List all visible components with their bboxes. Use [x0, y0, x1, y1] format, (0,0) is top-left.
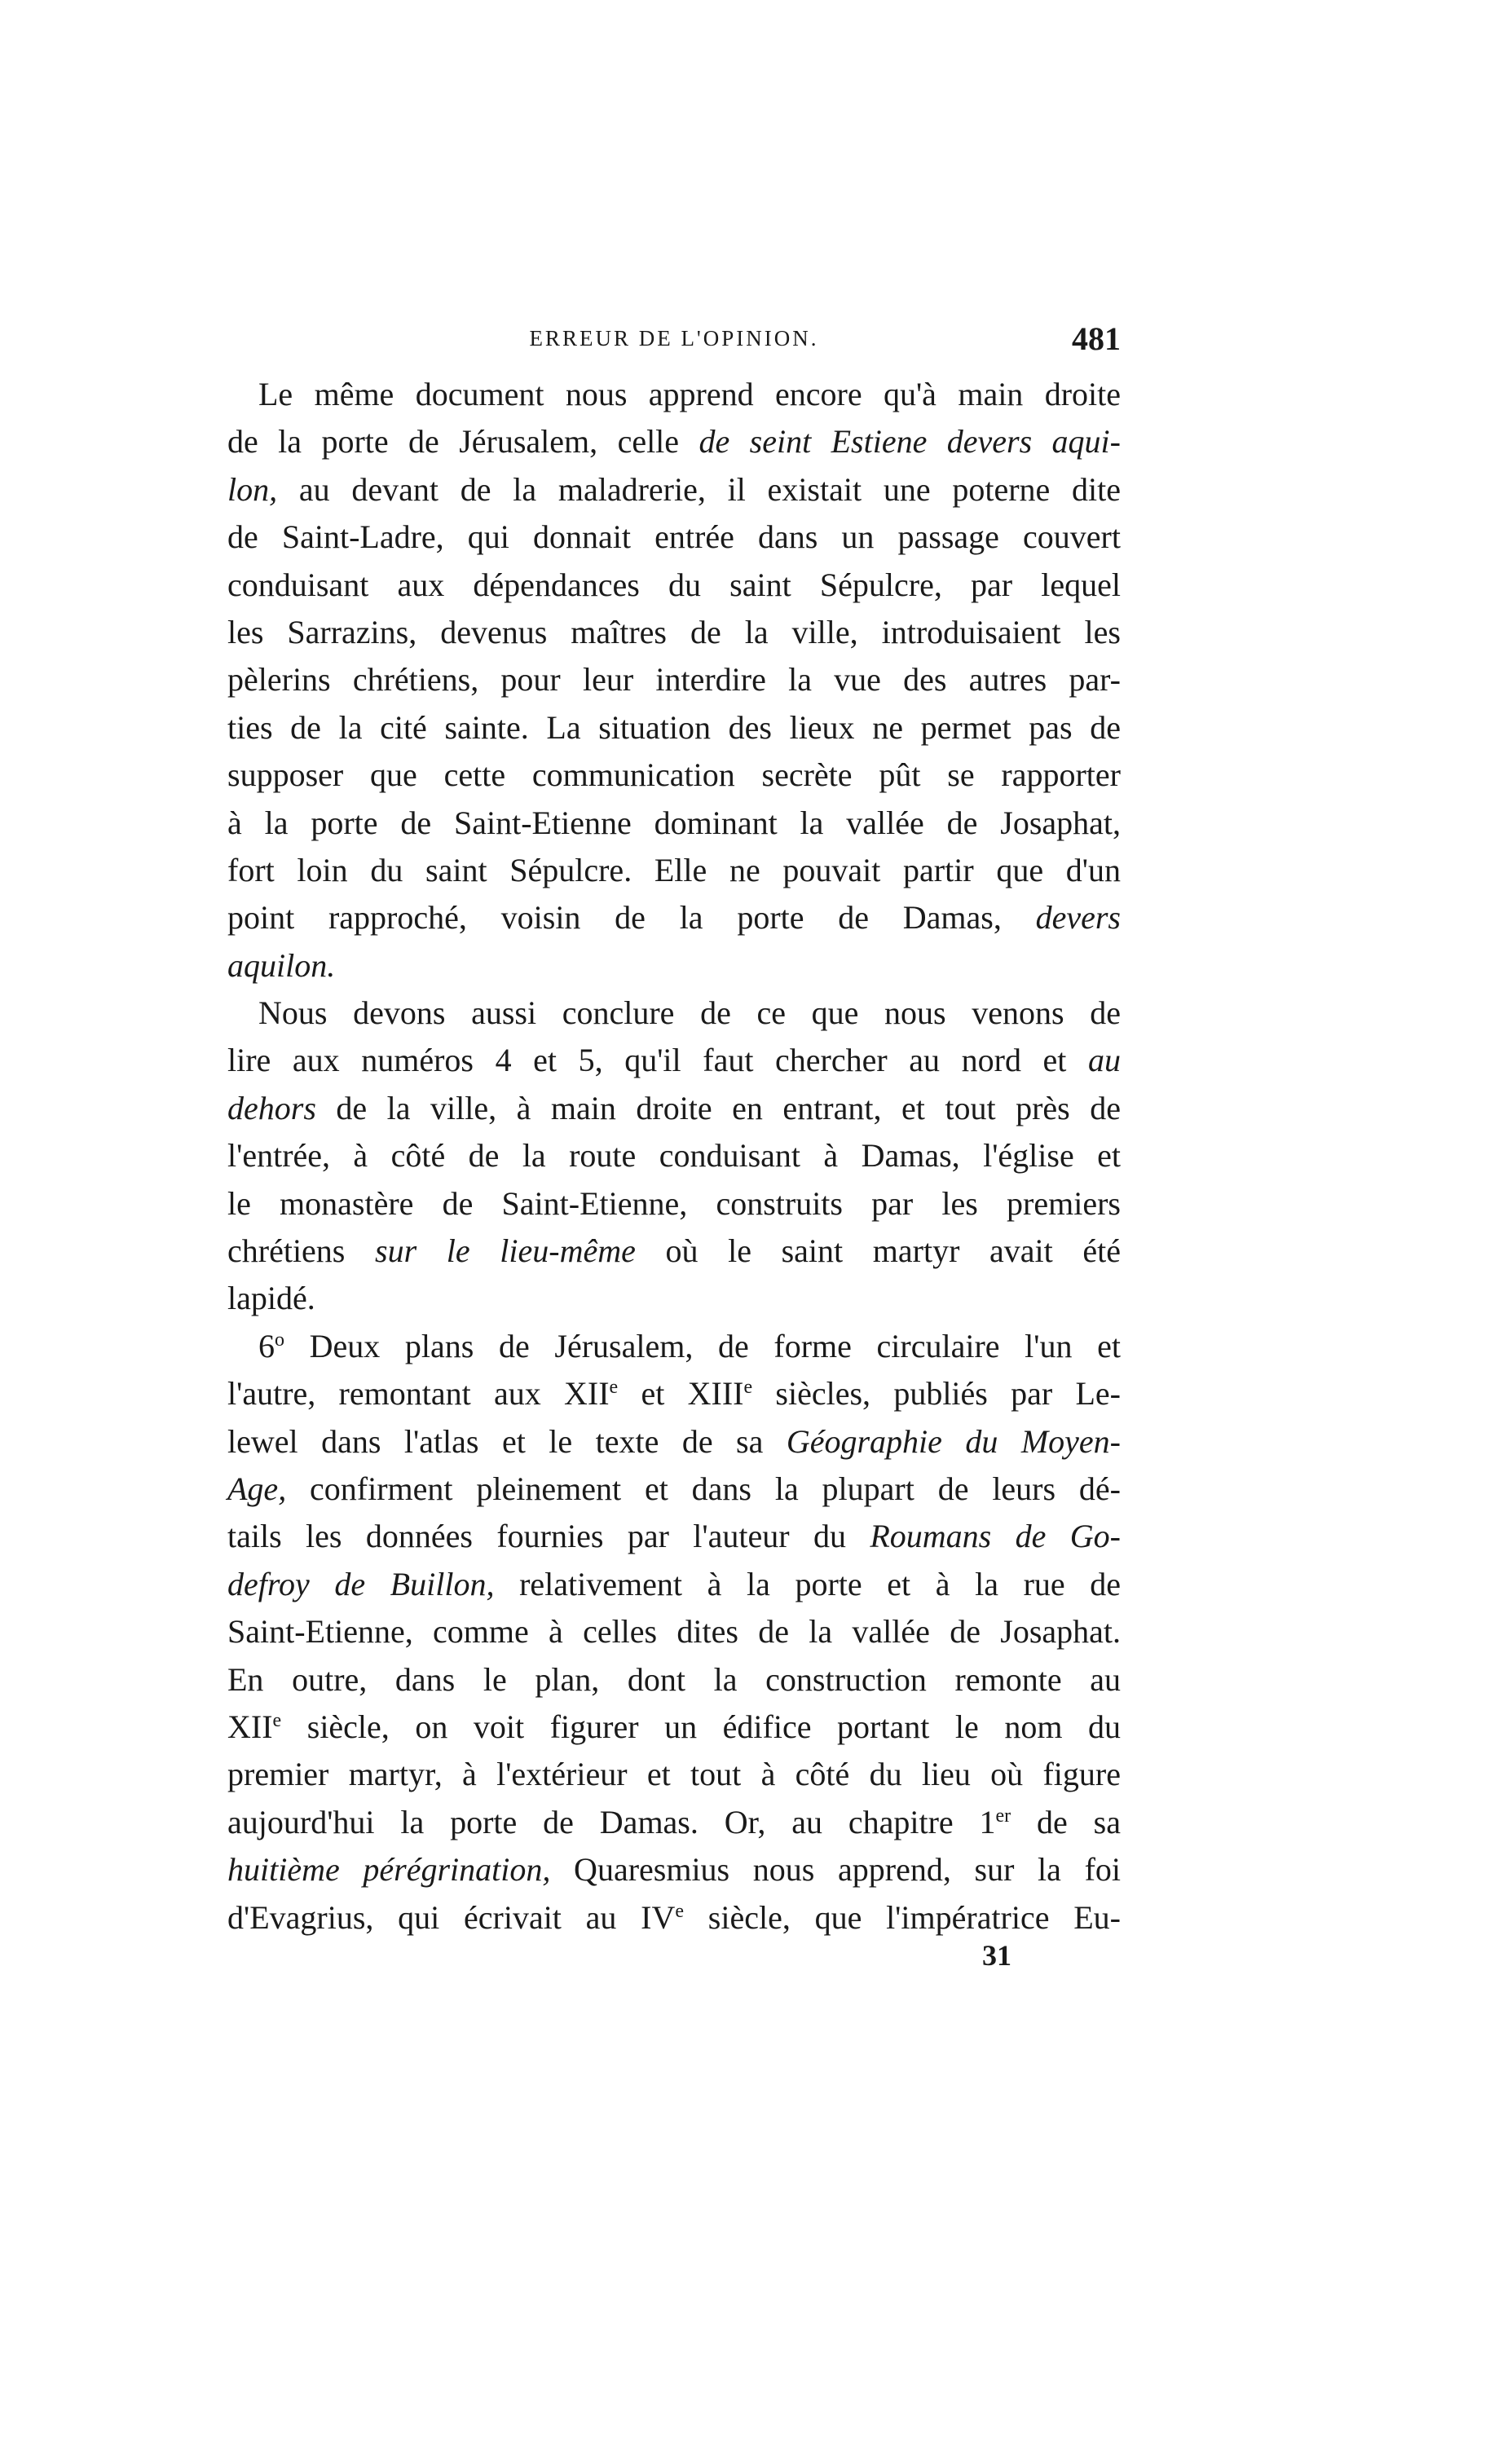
text-segment: lire aux numéros 4 et 5, qu'il faut chercher au nord et — [227, 1042, 1088, 1079]
italic-text: devers — [1035, 899, 1121, 937]
italic-text: defroy de Buillon, — [227, 1565, 495, 1602]
text-segment: supposer que cette communication secrète pût se rapporter — [227, 756, 1121, 794]
text-line — [227, 1323, 1121, 1370]
text-line — [227, 514, 1121, 561]
text-segment: ties de la cité sainte. La situation des lieux ne permet pas de — [227, 708, 1121, 746]
italic-text: Roumans de Go- — [870, 1518, 1121, 1555]
text-line — [227, 1418, 1121, 1466]
italic-text: au — [1088, 1042, 1121, 1079]
italic-text: sur le lieu-même — [375, 1232, 636, 1270]
text-line — [227, 894, 1121, 941]
italic-text: Géographie du Moyen- — [786, 1422, 1121, 1460]
text-segment: point rapproché, voisin de la porte de Damas, — [227, 899, 1036, 937]
text-segment: au devant de la maladrerie, il existait une poterne dite — [277, 470, 1121, 508]
text-segment: et XIII — [618, 1375, 744, 1413]
text-segment: tails les données fournies par l'auteur du — [227, 1518, 870, 1555]
text-segment: Nous devons aussi conclure de ce que nous venons de — [258, 994, 1121, 1032]
body-text — [227, 371, 1121, 1942]
text-line — [227, 1513, 1121, 1560]
text-line — [227, 371, 1121, 418]
text-line — [227, 1846, 1121, 1893]
italic-text: huitième pérégrination, — [227, 1851, 551, 1889]
text-segment: XII — [227, 1708, 273, 1745]
text-segment: chrétiens — [227, 1232, 376, 1270]
text-segment: les Sarrazins, devenus maîtres de la ville, introduisaient les — [227, 613, 1121, 650]
superscript: e — [272, 1709, 282, 1731]
text-segment: à la porte de Saint-Etienne dominant la vallée de Josaphat, — [227, 804, 1121, 841]
text-segment: Quaresmius nous apprend, sur la foi — [550, 1851, 1122, 1889]
text-line — [227, 1894, 1121, 1942]
italic-text: Age, — [227, 1470, 287, 1507]
signature-mark: 31 — [982, 1939, 1011, 1972]
text-segment: lewel dans l'atlas et le texte de sa — [227, 1422, 787, 1460]
text-segment: l'entrée, à côté de la route conduisant à Damas, l'église et — [227, 1137, 1121, 1175]
text-line — [227, 1180, 1121, 1228]
text-segment: où le saint martyr avait été — [635, 1232, 1122, 1270]
text-segment: siècle, on voit figurer un édifice portant le nom du — [281, 1708, 1121, 1745]
text-line — [227, 609, 1121, 656]
text-segment: Le même document nous apprend encore qu'à main droite — [258, 376, 1121, 412]
text-line — [227, 1370, 1121, 1417]
text-line — [227, 1751, 1121, 1798]
text-segment: Deux plans de Jérusalem, de forme circulaire l'un et — [284, 1327, 1121, 1364]
text-segment: fort loin du saint Sépulcre. Elle ne pouvait partir que d'un — [227, 851, 1121, 888]
text-segment: l'autre, remontant aux XII — [227, 1375, 610, 1413]
text-line — [227, 466, 1121, 514]
text-line — [227, 1132, 1121, 1179]
superscript: o — [275, 1329, 284, 1351]
text-segment: En outre, dans le plan, dont la construction remonte au — [227, 1660, 1121, 1698]
text-segment: de la porte de Jérusalem, celle — [227, 423, 699, 461]
text-line — [227, 1799, 1121, 1846]
text-line — [227, 1275, 1121, 1322]
superscript: er — [995, 1805, 1011, 1827]
text-line — [227, 800, 1121, 847]
text-line — [227, 1704, 1121, 1751]
text-line — [227, 1561, 1121, 1608]
text-segment: relativement à la porte et à la rue de — [494, 1565, 1122, 1602]
italic-text: lon, — [227, 470, 278, 508]
text-line — [227, 1608, 1121, 1655]
text-segment: lapidé. — [227, 1280, 315, 1317]
text-line — [227, 942, 1121, 990]
text-segment: siècle, que l'impératrice Eu- — [684, 1898, 1121, 1936]
text-segment: premier martyr, à l'extérieur et tout à côté du lieu où figure — [227, 1756, 1121, 1793]
text-line — [227, 562, 1121, 609]
text-segment: aujourd'hui la porte de Damas. Or, au chapitre 1 — [227, 1803, 996, 1840]
page-header — [227, 320, 1121, 355]
text-line — [227, 847, 1121, 894]
text-line — [227, 990, 1121, 1037]
italic-text: dehors — [227, 1089, 316, 1126]
text-line — [227, 1037, 1121, 1084]
text-line — [227, 1228, 1121, 1275]
superscript: e — [609, 1377, 619, 1399]
text-segment: conduisant aux dépendances du saint Sépulcre, par lequel — [227, 566, 1121, 603]
text-line — [227, 1466, 1121, 1513]
italic-text: aquilon. — [227, 946, 336, 984]
text-segment: 6 — [258, 1327, 275, 1364]
text-line — [227, 418, 1121, 465]
text-line — [227, 704, 1121, 752]
text-line — [227, 1085, 1121, 1132]
text-segment: le monastère de Saint-Etienne, construits par les premiers — [227, 1184, 1121, 1222]
superscript: e — [675, 1900, 685, 1922]
superscript: e — [743, 1377, 753, 1399]
text-line — [227, 1656, 1121, 1704]
paragraph — [227, 1323, 1121, 1942]
text-segment: d'Evagrius, qui écrivait au IV — [227, 1898, 676, 1936]
text-segment: Saint-Etienne, comme à celles dites de la vallée de Josaphat. — [227, 1613, 1121, 1651]
text-segment: de la ville, à main droite en entrant, et tout près de — [315, 1089, 1121, 1126]
text-line — [227, 752, 1121, 799]
text-segment: de sa — [1011, 1803, 1122, 1840]
page-number: 481 — [1072, 320, 1121, 357]
text-segment: siècles, publiés par Le- — [752, 1375, 1122, 1413]
text-segment: de Saint-Ladre, qui donnait entrée dans un passage couvert — [227, 518, 1121, 556]
text-line — [227, 656, 1121, 703]
italic-text: de seint Estiene devers aqui- — [699, 423, 1121, 461]
text-segment: confirment pleinement et dans la plupart de leurs dé- — [286, 1470, 1121, 1507]
text-segment: pèlerins chrétiens, pour leur interdire la vue des autres par- — [227, 661, 1121, 699]
paragraph — [227, 990, 1121, 1323]
running-title: ERREUR DE L'OPINION. — [529, 326, 819, 350]
paragraph — [227, 371, 1121, 990]
